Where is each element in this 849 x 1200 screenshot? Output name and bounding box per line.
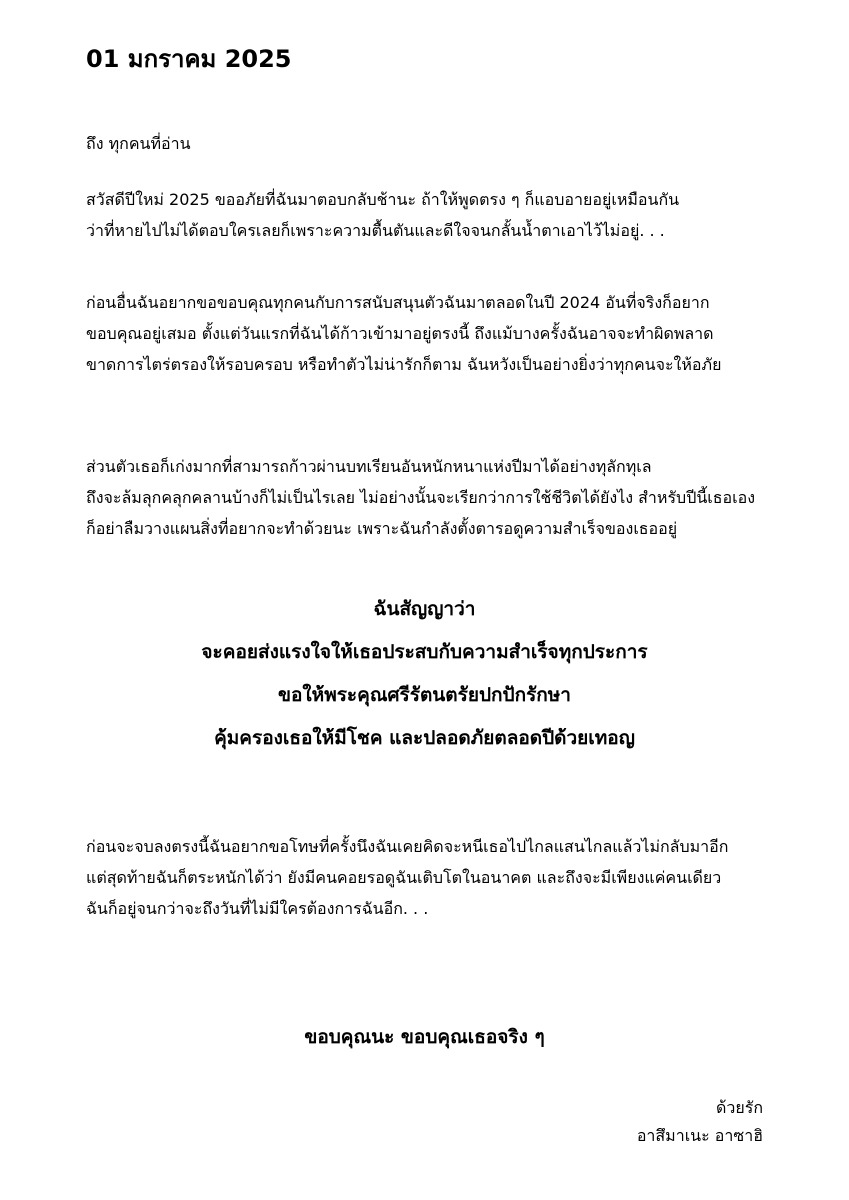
paragraph-line: ว่าที่หายไปไม่ได้ตอบใครเลยก็เพราะความตื้นตันและดีใจจนกลั้นน้ำตาเอาไว้ไม่อยู่. . . [86, 221, 665, 240]
paragraph-greeting [86, 184, 786, 246]
paragraph-line: ก่อนจะจบลงตรงนี้ฉันอยากขอโทษที่ครั้งนึงฉันเคยคิดจะหนีเธอไปไกลแสนไกลแล้วไม่กลับมาอีก [86, 837, 729, 856]
signoff [637, 1094, 763, 1150]
paragraph-apology [86, 831, 786, 924]
paragraph-line: ถึงจะล้มลุกคลุกคลานบ้างก็ไม่เป็นไรเลย ไม่อย่างนั้นจะเรียกว่าการใช้ชีวิตได้ยังไง สำหรับปีนี้เธอเอง [86, 488, 756, 507]
promise-line: คุ้มครองเธอให้มีโชค และปลอดภัยตลอดปีด้วยเทอญ [214, 727, 635, 749]
promise-block [0, 588, 849, 760]
promise-line: จะคอยส่งแรงใจให้เธอประสบกับความสำเร็จทุกประการ [201, 641, 648, 663]
paragraph-line: ฉันก็อยู่จนกว่าจะถึงวันที่ไม่มีใครต้องการฉันอีก. . . [86, 899, 429, 918]
paragraph-thanks [86, 287, 786, 380]
paragraph-line: ขาดการไตร่ตรองให้รอบครอบ หรือทำตัวไม่น่ารักก็ตาม ฉันหวังเป็นอย่างยิ่งว่าทุกคนจะให้อภัย [86, 355, 722, 374]
paragraph-line: ส่วนตัวเธอก็เก่งมากที่สามารถก้าวผ่านบทเรียนอันหนักหนาแห่งปีมาได้อย่างทุลักทุเล [86, 457, 652, 476]
paragraph-line: ก่อนอื่นฉันอยากขอขอบคุณทุกคนกับการสนับสนุนตัวฉันมาตลอดในปี 2024 อันที่จริงก็อยาก [86, 293, 710, 312]
signoff-signature: อาสึมาเนะ อาซาฮิ [636, 1126, 763, 1145]
signoff-closing: ด้วยรัก [715, 1098, 763, 1117]
promise-line: ฉันสัญญาว่า [373, 598, 476, 620]
paragraph-line: สวัสดีปีใหม่ 2025 ขออภัยที่ฉันมาตอบกลับช้านะ ถ้าให้พูดตรง ๆ ก็แอบอายอยู่เหมือนกัน [86, 190, 680, 209]
paragraph-line: ก็อย่าลืมวางแผนสิ่งที่อยากจะทำด้วยนะ เพราะฉันกำลังตั้งตารอดูความสำเร็จของเธออยู่ [86, 519, 678, 538]
promise-line: ขอให้พระคุณศรีรัตนตรัยปกปักรักษา [278, 684, 571, 706]
paragraph-line: แต่สุดท้ายฉันก็ตระหนักได้ว่า ยังมีคนคอยรอดูฉันเติบโตในอนาคต และถึงจะมีเพียงแค่คนเดียว [86, 868, 722, 887]
paragraph-encouragement [86, 451, 786, 544]
closing-thanks: ขอบคุณนะ ขอบคุณเธอจริง ๆ [304, 1026, 545, 1048]
paragraph-line: ขอบคุณอยู่เสมอ ตั้งแต่วันแรกที่ฉันได้ก้าวเข้ามาอยู่ตรงนี้ ถึงแม้บางครั้งฉันอาจจะทำผิดพลาด [86, 324, 714, 343]
letter-date: 01 มกราคม 2025 [86, 45, 292, 73]
salutation: ถึง ทุกคนที่อ่าน [86, 134, 191, 153]
